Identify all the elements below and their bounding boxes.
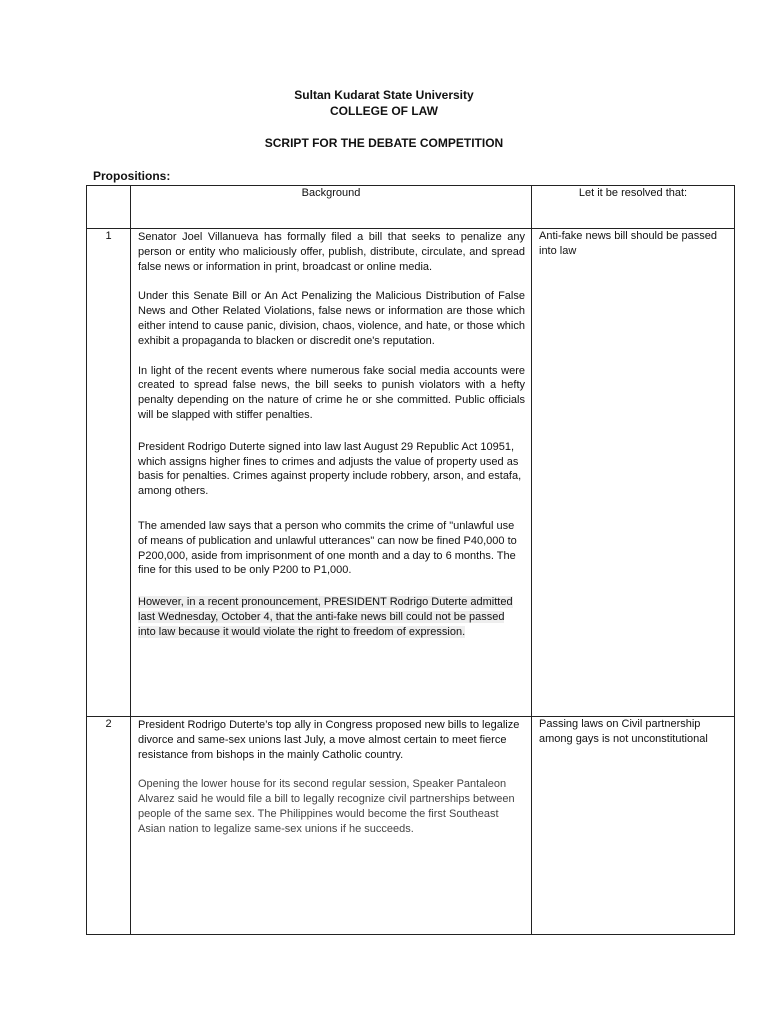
background-paragraph: Under this Senate Bill or An Act Penalizing the Malicious Distribution of False News and Other Related Violations, false news or information are those which either intend to cause panic, division, chaos, violence, and hate, or those which exhibit a propaganda to blacken or discredit one's reputation.: [138, 290, 525, 347]
background-paragraph: The amended law says that a person who commits the crime of "unlawful use of means of publication and unlawful utterances" can now be fined P40,000 to P200,000, aside from imprisonment of one month and a day to 6 months. The fine for this used to be only P200 to P1,000.: [138, 519, 517, 577]
college-name: COLLEGE OF LAW: [330, 104, 438, 118]
background-cell: [131, 229, 532, 717]
document-title: SCRIPT FOR THE DEBATE COMPETITION: [264, 136, 504, 150]
resolution-cell: Anti-fake news bill should be passed into law: [532, 229, 735, 717]
row-number: 1: [87, 229, 131, 717]
university-name: Sultan Kudarat State University: [294, 88, 474, 102]
background-paragraph-highlighted: [138, 595, 525, 639]
background-paragraph: President Rodrigo Duterte’s top ally in Congress proposed new bills to legalize divorce and same-sex unions last July, a move almost certain to meet fierce resistance from bishops in the mainly Catholic country.: [138, 719, 520, 761]
highlighted-text: However, in a recent pronouncement, PRESIDENT Rodrigo Duterte admitted last Wednesday, October 4, that the anti-fake news bill could not be passed into law because it would violate the right to freedom of expression.: [138, 596, 513, 638]
table-row: [87, 717, 735, 935]
column-header-resolution: Let it be resolved that:: [532, 186, 735, 229]
background-paragraph: Opening the lower house for its second regular session, Speaker Pantaleon Alvarez said he would file a bill to legally recognize civil partnerships between people of the same sex. The Philippines would become the first Southeast Asian nation to legalize same-sex unions if he succeeds.: [138, 778, 515, 835]
column-header-background: Background: [131, 186, 532, 229]
background-paragraph: Senator Joel Villanueva has formally filed a bill that seeks to penalize any person or entity who maliciously offer, publish, distribute, circulate, and spread false news or information in print, broadcast or online media.: [138, 231, 525, 273]
background-paragraph: In light of the recent events where numerous fake social media accounts were created to spread false news, the bill seeks to punish violators with a hefty penalty depending on the nature of crime he or she committed. Public officials will be slapped with stiffer penalties.: [138, 364, 525, 421]
table-row: [87, 229, 735, 717]
resolution-cell: Passing laws on Civil partnership among gays is not unconstitutional: [532, 717, 735, 935]
propositions-label: Propositions:: [93, 169, 171, 183]
propositions-table: [86, 185, 735, 935]
background-paragraph: President Rodrigo Duterte signed into law last August 29 Republic Act 10951, which assigns higher fines to crimes and adjusts the value of property used as basis for penalties. Crimes against property include robbery, arson, and estafa, among others.: [138, 440, 522, 498]
column-header-number: [87, 186, 131, 229]
background-cell: [131, 717, 532, 935]
table-header-row: [87, 186, 735, 229]
row-number: 2: [87, 717, 131, 935]
